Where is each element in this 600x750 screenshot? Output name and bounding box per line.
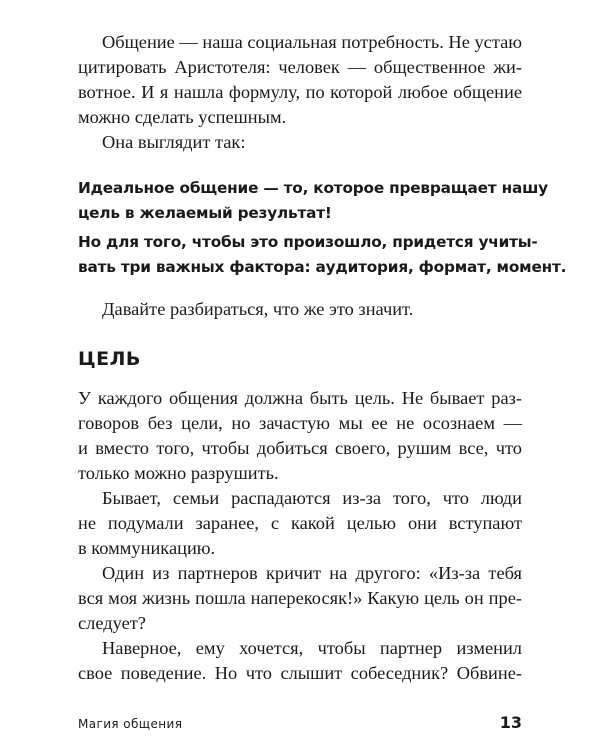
paragraph-7-line-2: свое поведение. Но что слышит собеседник? Обвине- <box>78 663 522 683</box>
page-number: 13 <box>499 713 522 732</box>
paragraph-5-line-2: не подумали заранее, с какой целью они вступают <box>78 513 522 533</box>
paragraph-1-line-1: Общение — наша социальная потребность. Не устаю <box>102 32 522 52</box>
paragraph-6-line-3: следует? <box>78 613 146 633</box>
paragraph-1-line-4: можно сделать успешным. <box>78 107 287 127</box>
paragraph-3: Давайте разбираться, что же это значит. <box>102 299 414 319</box>
paragraph-6-line-2: вся моя жизнь пошла наперекосяк!» Какую цель он пре- <box>78 588 522 608</box>
paragraph-4-line-2: говоров без цели, но зачастую мы ее не осознаем — <box>78 413 522 433</box>
paragraph-1-line-3: вотное. И я нашла формулу, по которой любое общение <box>78 82 522 102</box>
paragraph-2: Она выглядит так: <box>102 132 246 152</box>
book-page <box>78 0 567 750</box>
paragraph-5-line-3: в коммуникацию. <box>78 538 216 558</box>
paragraph-4-line-1: У каждого общения должна быть цель. Не бывает раз- <box>78 388 522 408</box>
running-footer-title: Магия общения <box>78 717 183 731</box>
section-heading: ЦЕЛЬ <box>78 348 141 370</box>
bold-statement-1-line-1: Идеальное общение — то, которое превращает нашу <box>78 179 548 197</box>
paragraph-5-line-1: Бывает, семьи распадаются из-за того, что люди <box>102 488 522 508</box>
paragraph-4-line-3: и вместо того, чтобы добиться своего, рушим все, что <box>78 438 522 458</box>
bold-statement-2-line-2: вать три важных фактора: аудитория, формат, момент. <box>78 258 567 276</box>
paragraph-4-line-4: только можно разрушить. <box>78 463 279 483</box>
paragraph-1-line-2: цитировать Аристотеля: человек — общественное жи- <box>78 57 522 77</box>
paragraph-6-line-1: Один из партнеров кричит на другого: «Из-за тебя <box>102 563 522 583</box>
paragraph-7-line-1: Наверное, ему хочется, чтобы партнер изменил <box>102 638 522 658</box>
bold-statement-1-line-2: цель в желаемый результат! <box>78 204 332 222</box>
bold-statement-2-line-1: Но для того, чтобы это произошло, придется учиты- <box>78 233 538 251</box>
